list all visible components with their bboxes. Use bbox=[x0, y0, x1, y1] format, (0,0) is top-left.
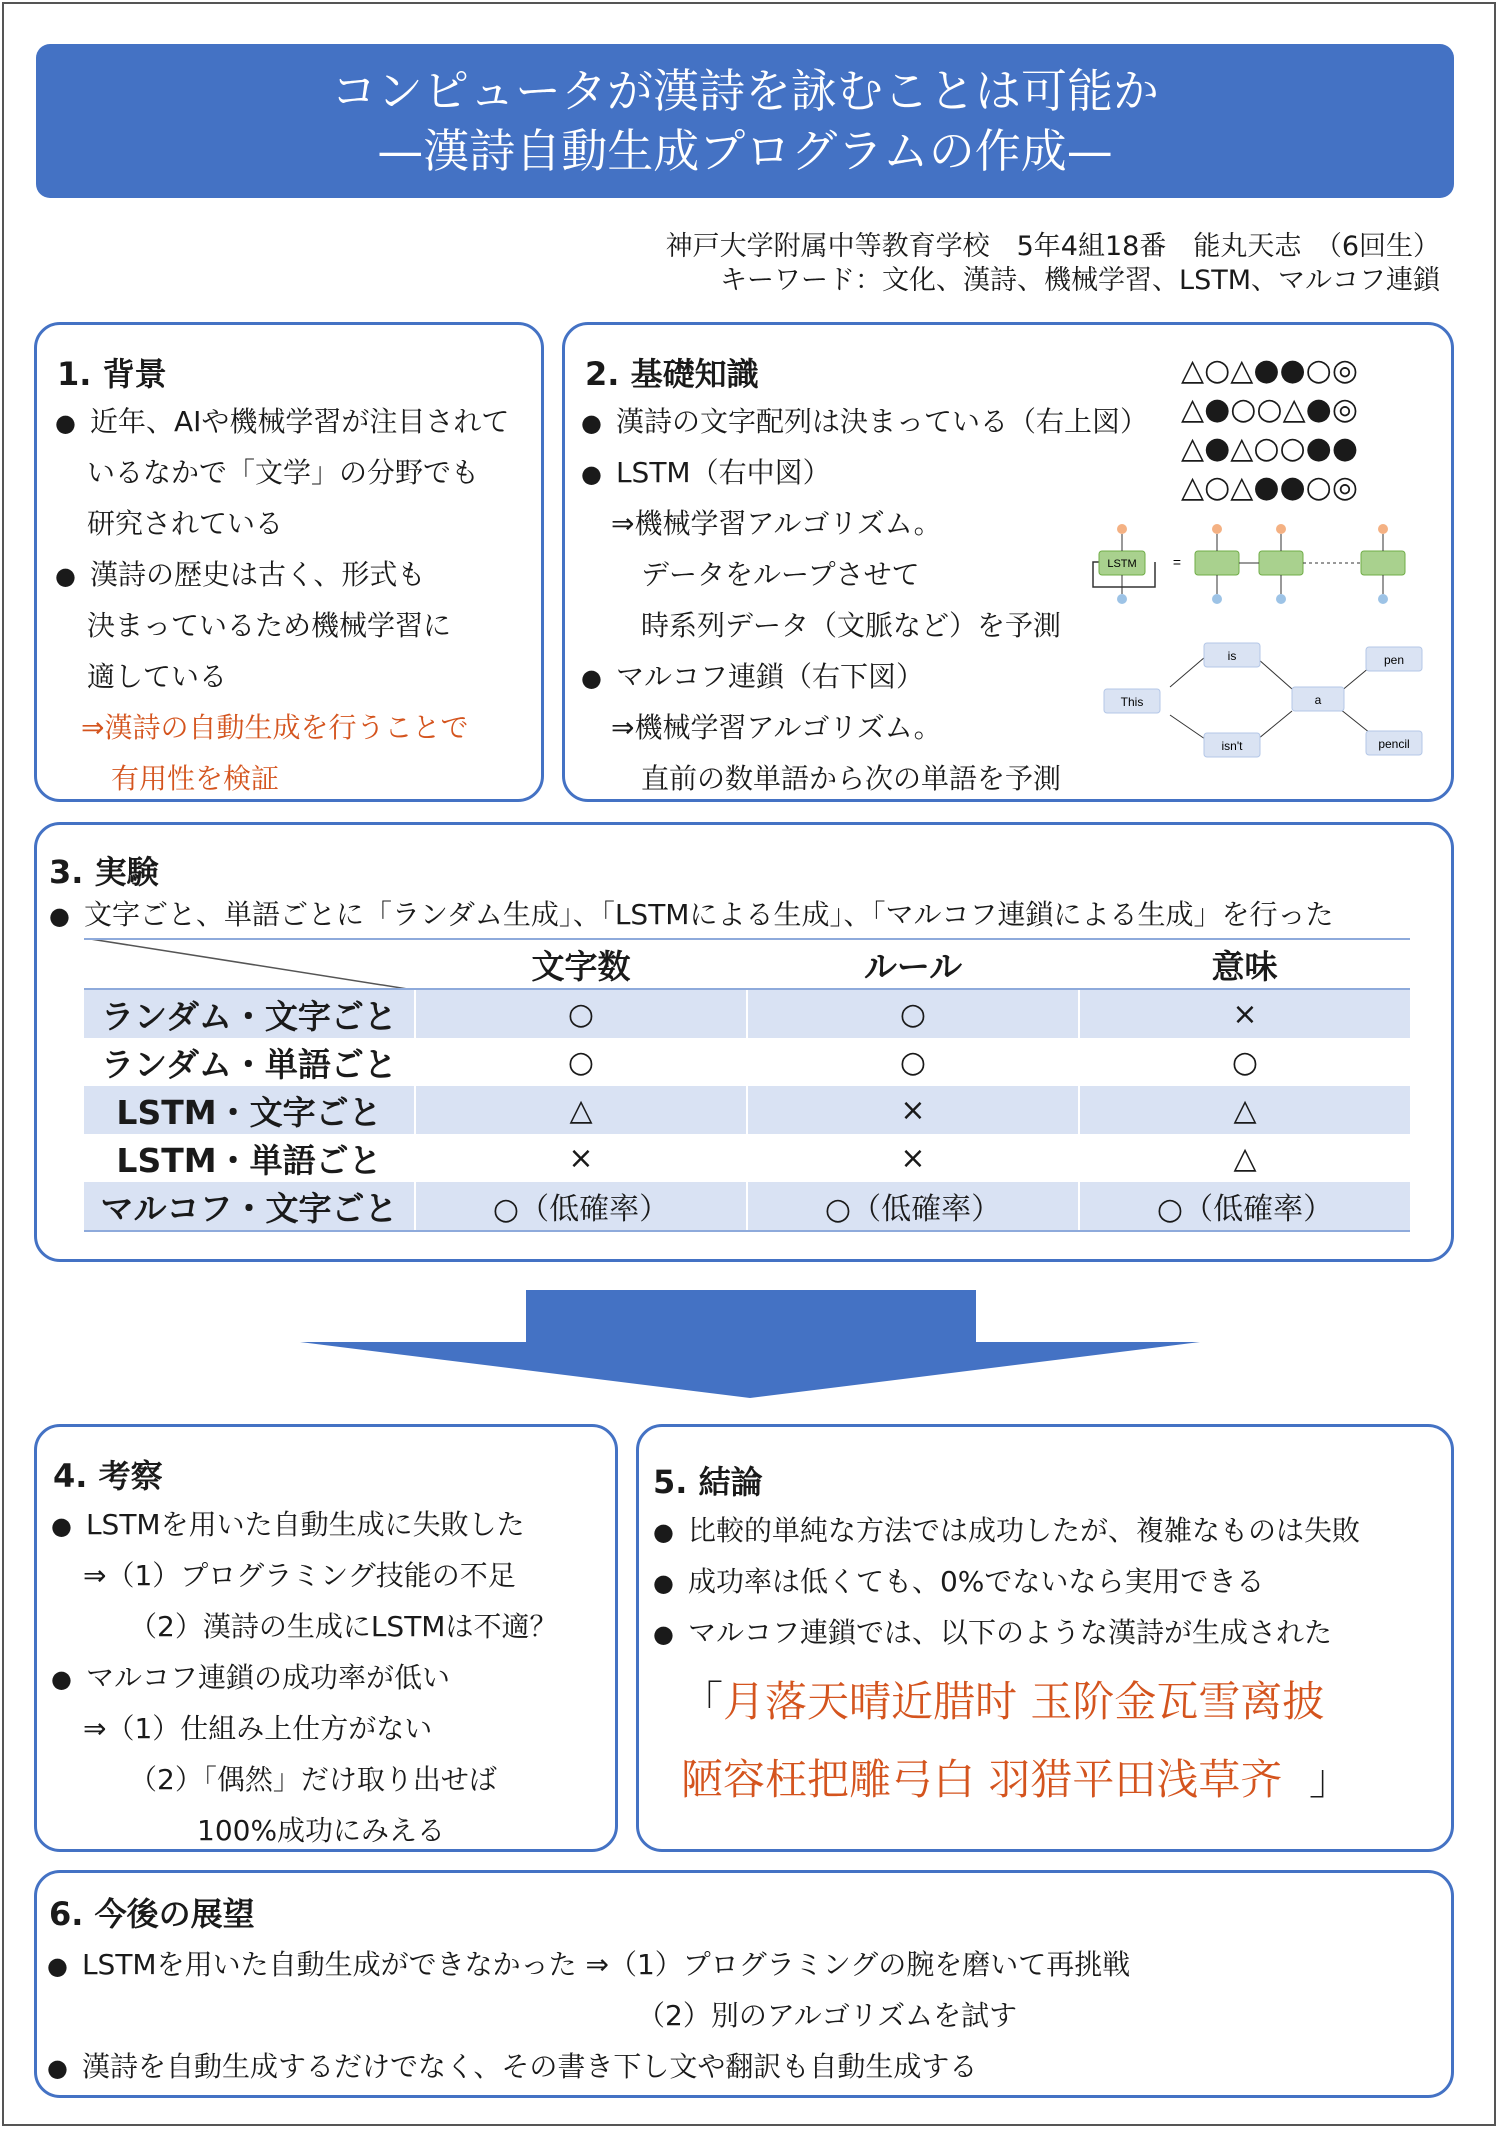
tone-pattern-diagram bbox=[1181, 351, 1358, 507]
table-row bbox=[84, 1134, 1410, 1182]
table-cell: ○（低確率） bbox=[1079, 1182, 1410, 1231]
generated-poem-line1: 月落天晴近腊时 玉阶金瓦雪离披 bbox=[723, 1677, 1325, 1726]
highlight-text: 有用性を検証 bbox=[111, 762, 280, 795]
text-line: ⇒機械学習アルゴリズム。 bbox=[611, 711, 942, 744]
title-line2: —漢詩自動生成プログラムの作成— bbox=[377, 124, 1113, 178]
text-line: 直前の数単語から次の単語を予測 bbox=[641, 762, 1062, 795]
table-cell: △ bbox=[1079, 1134, 1410, 1182]
word-node: This bbox=[1120, 695, 1144, 709]
author-line: 神戸大学附属中等教育学校 5年4組18番 能丸天志 （6回生） bbox=[665, 231, 1440, 262]
author-block bbox=[666, 230, 1440, 298]
section-background bbox=[34, 322, 544, 802]
bullet-text: ● 近年、AIや機械学習が注目されて bbox=[55, 400, 509, 440]
section-heading: 4. 考察 bbox=[53, 1457, 163, 1495]
table-cell: × bbox=[747, 1134, 1079, 1182]
generated-poem-line2: 陋容枉把雕弓白 羽猎平田浅草齐 bbox=[681, 1755, 1283, 1804]
bullet-text: ● 漢詩の文字配列は決まっている（右上図） bbox=[581, 400, 1148, 440]
word-node: pencil bbox=[1378, 737, 1410, 751]
lstm-cell-label: LSTM bbox=[1107, 558, 1137, 570]
section-heading: 2. 基礎知識 bbox=[585, 355, 759, 393]
bullet-text: ● LSTM（右中図） bbox=[581, 451, 831, 491]
word-node: a bbox=[1314, 693, 1322, 707]
word-node: isn't bbox=[1221, 739, 1243, 753]
text-line: ⇒（1）仕組み上仕方がない bbox=[83, 1712, 433, 1745]
text-line: 研究されている bbox=[87, 507, 284, 540]
section-heading: 6. 今後の展望 bbox=[49, 1895, 255, 1933]
word-node: is bbox=[1227, 649, 1237, 663]
table-cell: ○ bbox=[415, 989, 747, 1038]
column-header: ルール bbox=[747, 939, 1079, 989]
title-line1: コンピュータが漢詩を詠むことは可能か bbox=[331, 64, 1159, 118]
table-row bbox=[84, 1182, 1410, 1231]
table-cell: ○ bbox=[747, 989, 1079, 1038]
lstm-x-node bbox=[1117, 594, 1127, 604]
bullet-text: ● マルコフ連鎖では、以下のような漢詩が生成された bbox=[653, 1611, 1332, 1651]
table-cell: △ bbox=[415, 1086, 747, 1134]
text-line: （2）別のアルゴリズムを試す bbox=[637, 1999, 1018, 2032]
bullet-text: ● 文字ごと、単語ごとに「ランダム生成」、「LSTMによる生成」、「マルコフ連鎖による生成」を行った bbox=[49, 893, 1333, 933]
text-line: いるなかで「文学」の分野でも bbox=[87, 456, 480, 489]
table-corner bbox=[84, 939, 415, 989]
table-cell: ○（低確率） bbox=[415, 1182, 747, 1231]
table-row bbox=[84, 1086, 1410, 1134]
bullet-text: ● マルコフ連鎖の成功率が低い bbox=[51, 1656, 450, 1696]
table-cell: ○ bbox=[1079, 1038, 1410, 1086]
table-cell: △ bbox=[1079, 1086, 1410, 1134]
text-line: （2）漢詩の生成にLSTMは不適？ bbox=[129, 1610, 558, 1643]
bullet-text: ● 成功率は低くても、0%でないなら実用できる bbox=[653, 1560, 1264, 1600]
section-heading: 3. 実験 bbox=[49, 853, 159, 891]
text-line: 100%成功にみえる bbox=[197, 1814, 446, 1847]
table-row bbox=[84, 1038, 1410, 1086]
section-discussion bbox=[34, 1424, 618, 1852]
table-cell: × bbox=[747, 1086, 1079, 1134]
poem-open-bracket: 「 bbox=[681, 1677, 724, 1726]
row-header: LSTM・文字ごと bbox=[84, 1086, 415, 1134]
title-banner bbox=[36, 44, 1454, 198]
bullet-text: ● LSTMを用いた自動生成ができなかった ⇒（1）プログラミングの腕を磨いて再挑戦 bbox=[47, 1943, 1130, 1983]
section-conclusion bbox=[636, 1424, 1454, 1852]
lstm-h-node bbox=[1117, 524, 1127, 534]
tone-row: △●○○△●◎ bbox=[1181, 392, 1359, 427]
column-header: 意味 bbox=[1079, 939, 1410, 989]
lstm-cell bbox=[1195, 551, 1239, 575]
row-header: ランダム・単語ごと bbox=[101, 1044, 397, 1084]
highlight-text: ⇒漢詩の自動生成を行うことで bbox=[81, 711, 469, 744]
keywords-line: キーワード：文化、漢詩、機械学習、LSTM、マルコフ連鎖 bbox=[720, 265, 1440, 296]
results-table bbox=[84, 938, 1410, 1232]
text-line: 決まっているため機械学習に bbox=[87, 609, 452, 642]
bullet-text: ● 比較的単純な方法では成功したが、複雑なものは失敗 bbox=[653, 1509, 1360, 1549]
row-header: ランダム・文字ごと bbox=[84, 989, 415, 1038]
tone-row: △○△●●○◎ bbox=[1181, 470, 1359, 505]
table-cell: ○ bbox=[415, 1038, 747, 1086]
section-heading: 5. 結論 bbox=[653, 1463, 763, 1501]
section-heading: 1. 背景 bbox=[57, 355, 167, 393]
section-outlook bbox=[34, 1870, 1454, 2098]
lstm-diagram bbox=[1085, 517, 1425, 617]
section-basics bbox=[562, 322, 1454, 802]
lstm-cell bbox=[1361, 551, 1405, 575]
text-line: ⇒機械学習アルゴリズム。 bbox=[611, 507, 942, 540]
table-cell: × bbox=[1079, 989, 1410, 1038]
equals-sign: = bbox=[1172, 554, 1182, 570]
text-line: データをループさせて bbox=[641, 558, 920, 591]
poem-close-bracket: 」 bbox=[1309, 1755, 1352, 1804]
text-line: 時系列データ（文脈など）を予測 bbox=[641, 609, 1062, 642]
tone-row: △○△●●○◎ bbox=[1181, 353, 1359, 388]
bullet-text: ● 漢詩を自動生成するだけでなく、その書き下し文や翻訳も自動生成する bbox=[47, 2045, 977, 2085]
table-cell: ○（低確率） bbox=[747, 1182, 1079, 1231]
text-line: （2）「偶然」だけ取り出せば bbox=[129, 1763, 497, 1796]
tone-row: △●△○○●● bbox=[1181, 431, 1359, 466]
table-row bbox=[84, 989, 1410, 1038]
word-node: pen bbox=[1383, 653, 1405, 667]
bullet-text: ● LSTMを用いた自動生成に失敗した bbox=[51, 1503, 525, 1543]
text-line: 適している bbox=[87, 660, 228, 693]
flow-arrow bbox=[300, 1290, 1200, 1400]
text-line: ⇒（1）プログラミング技能の不足 bbox=[83, 1559, 516, 1592]
markov-diagram bbox=[1100, 637, 1430, 767]
lstm-cell bbox=[1259, 551, 1303, 575]
row-header: LSTM・単語ごと bbox=[116, 1140, 382, 1180]
bullet-text: ● 漢詩の歴史は古く、形式も bbox=[55, 553, 425, 593]
column-header: 文字数 bbox=[415, 939, 747, 989]
bullet-text: ● マルコフ連鎖（右下図） bbox=[581, 655, 924, 695]
table-cell: ○ bbox=[747, 1038, 1079, 1086]
row-header: マルコフ・文字ごと bbox=[84, 1182, 415, 1231]
table-cell: × bbox=[415, 1134, 747, 1182]
